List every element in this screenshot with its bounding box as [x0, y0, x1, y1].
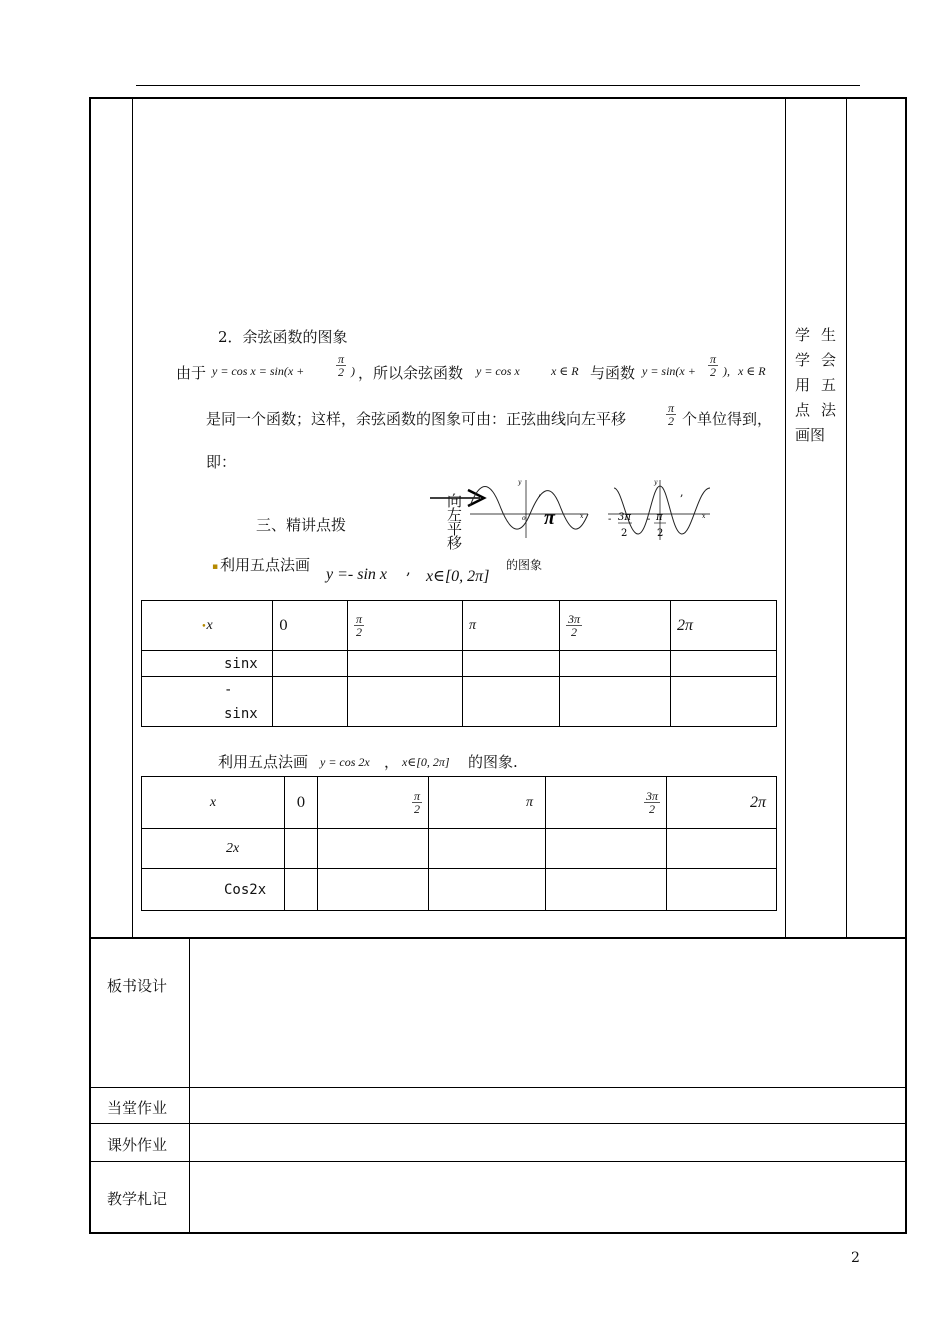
- side-note-col2: [821, 323, 845, 423]
- page-number: 2: [851, 1250, 860, 1266]
- frame-left: [89, 97, 91, 1234]
- row-sep-3: [89, 1161, 907, 1162]
- table-cell[interactable]: [546, 869, 667, 911]
- graph-comma-2: ,: [680, 486, 684, 499]
- table-cell[interactable]: [429, 829, 546, 869]
- table-cell[interactable]: [560, 677, 671, 727]
- exercise1-suffix: 的图象: [506, 558, 543, 572]
- right-y-label: y: [654, 479, 658, 486]
- cosine-graph-figure: [428, 476, 718, 546]
- table1-row-neg-sinx: [142, 677, 777, 727]
- table2-h-2pi: 2π: [667, 777, 777, 829]
- col-sep-1: [132, 97, 133, 937]
- side-char: 学: [795, 351, 811, 369]
- table1-h-x: •x: [142, 601, 273, 651]
- exercise2-table: [141, 776, 777, 911]
- side-note-col1: [795, 323, 826, 448]
- label-teaching-notes: 教学札记: [107, 1190, 168, 1208]
- table2-label-cos2x: Cos2x: [142, 869, 285, 911]
- exercise2-suffix: 的图象.: [468, 753, 518, 771]
- tick-pi-den: 2: [657, 528, 664, 539]
- table1-label-sinx: sinx: [142, 651, 273, 677]
- table1-header-row: [142, 601, 777, 651]
- row-sep-2: [89, 1123, 907, 1124]
- frame-bottom: [89, 1232, 907, 1234]
- right-cosine-curve: [614, 486, 710, 534]
- label-board-design: 板书设计: [107, 977, 168, 995]
- table-cell[interactable]: [546, 829, 667, 869]
- table-cell[interactable]: [667, 829, 777, 869]
- exercise1-prefix: 利用五点法画: [220, 556, 311, 574]
- table1-row-sinx: [142, 651, 777, 677]
- tick-minus-3pi: -: [608, 514, 612, 525]
- graph-overlay-text: 向左平移: [447, 492, 463, 552]
- exercise2-eq: y = cos 2x: [320, 755, 370, 769]
- table-cell[interactable]: [671, 677, 777, 727]
- table2-row-cos2x: [142, 869, 777, 911]
- exercise1-table: [141, 600, 777, 727]
- table-cell[interactable]: [318, 869, 429, 911]
- tick-3pi-num: 3π: [618, 512, 631, 523]
- section2-line2: [206, 402, 786, 442]
- line1-domain: x ∈ R: [551, 364, 579, 378]
- section2-heading: [218, 326, 348, 347]
- section2-line1: [176, 352, 786, 396]
- side-char: 画图: [795, 426, 826, 444]
- line1-eq3-close: ),: [723, 364, 730, 378]
- table-cell[interactable]: [463, 677, 560, 727]
- line1-eq3-frac: $\frac{\pi}{2}$: [710, 352, 717, 379]
- graph-overlay-vertical-text: [447, 494, 463, 550]
- table2-h-3pi2: $\frac{3\pi}{2}$: [546, 777, 667, 829]
- table-cell[interactable]: [348, 651, 463, 677]
- table1-h-2pi: 2π: [671, 601, 777, 651]
- exercise1-domain: x∈[0, 2π]: [426, 568, 490, 585]
- line1-domain2: x ∈ R: [738, 364, 766, 378]
- table2-row-2x: [142, 829, 777, 869]
- table-cell[interactable]: [560, 651, 671, 677]
- table2-h-pi: π: [429, 777, 546, 829]
- line1-mid2: 与函数: [590, 364, 636, 382]
- table2-h-x: x: [142, 777, 285, 829]
- table2-h-0: 0: [285, 777, 318, 829]
- table2-header-row: [142, 777, 777, 829]
- col-sep-2: [785, 97, 786, 937]
- table-cell[interactable]: [463, 651, 560, 677]
- table1-label-neg-sinx: - sinx: [142, 677, 273, 727]
- section2-line3: 即：: [206, 453, 237, 471]
- label-col-sep: [189, 937, 190, 1234]
- line2-frac: $\frac{\pi}{2}$: [668, 401, 675, 428]
- table1-h-3pi2: $\frac{3\pi}{2}$: [560, 601, 671, 651]
- label-classwork: 当堂作业: [107, 1099, 168, 1117]
- line2-text: 是同一个函数；这样，余弦函数的图象可由：正弦曲线向左平移: [206, 410, 627, 428]
- side-char: 五: [821, 376, 837, 394]
- table-cell[interactable]: [667, 869, 777, 911]
- side-char: 法: [821, 401, 837, 419]
- table1-h-0: 0: [273, 601, 348, 651]
- exercise2-comma: ，: [384, 753, 400, 771]
- table-cell[interactable]: [671, 651, 777, 677]
- line1-prefix: 由于: [176, 364, 207, 382]
- table1-h-pi: π: [463, 601, 560, 651]
- row-sep-1: [89, 1087, 907, 1088]
- tick-pi-num: π: [656, 512, 663, 523]
- table-cell[interactable]: [285, 829, 318, 869]
- table2-label-2x: 2x: [142, 829, 285, 869]
- table-cell[interactable]: [429, 869, 546, 911]
- table-cell[interactable]: [273, 677, 348, 727]
- graph-pi: π: [544, 507, 555, 529]
- exercise2-line: [218, 751, 558, 775]
- line1-eq3: y = sin(x +: [642, 364, 696, 378]
- line1-eq1-frac: $\frac{\pi}{2}$: [338, 352, 345, 379]
- side-char: 学: [795, 326, 811, 344]
- exercise2-domain: x∈[0, 2π]: [402, 755, 450, 769]
- tick-3pi-den: 2: [621, 528, 628, 539]
- label-homework: 课外作业: [107, 1136, 168, 1154]
- line1-mid: ，所以余弦函数: [358, 364, 464, 382]
- table-cell[interactable]: [285, 869, 318, 911]
- right-x-label: x: [702, 513, 706, 520]
- side-char: 用: [795, 376, 811, 394]
- side-char: 生: [821, 326, 837, 344]
- upper-bottom: [89, 937, 907, 939]
- exercise2-prefix: 利用五点法画: [218, 753, 309, 771]
- section2-heading-text: 2．余弦函数的图象: [218, 328, 348, 346]
- frame-right: [905, 97, 907, 1234]
- line1-eq1-close: ): [351, 364, 355, 378]
- exercise1-comma: ,: [406, 560, 411, 578]
- exercise1-line: [212, 552, 616, 588]
- table1-h-pi2: $\frac{\pi}{2}$: [348, 601, 463, 651]
- graph-comma-1: ,: [538, 486, 542, 499]
- col-sep-3: [846, 97, 847, 937]
- side-char: 点: [795, 401, 811, 419]
- exercise1-eq: y =- sin x: [326, 566, 387, 583]
- left-x-label: x: [580, 513, 584, 520]
- left-y-label: y: [518, 479, 522, 486]
- side-char: 会: [821, 351, 837, 369]
- section3-heading: 三、精讲点拨: [256, 516, 347, 534]
- tick-minus-pi: -: [647, 514, 651, 525]
- header-rule: [136, 85, 860, 86]
- line2-end: 个单位得到，: [682, 410, 773, 428]
- bullet-mark: ▪: [212, 562, 219, 572]
- table-cell[interactable]: [348, 677, 463, 727]
- table-cell[interactable]: [273, 651, 348, 677]
- line1-eq1: y = cos x = sin(x +: [212, 364, 305, 378]
- table-cell[interactable]: [318, 829, 429, 869]
- left-sine-curve: [470, 487, 588, 530]
- line1-eq2: y = cos x: [476, 364, 520, 378]
- left-origin: o: [522, 515, 526, 522]
- table2-h-pi2: $\frac{\pi}{2}$: [318, 777, 429, 829]
